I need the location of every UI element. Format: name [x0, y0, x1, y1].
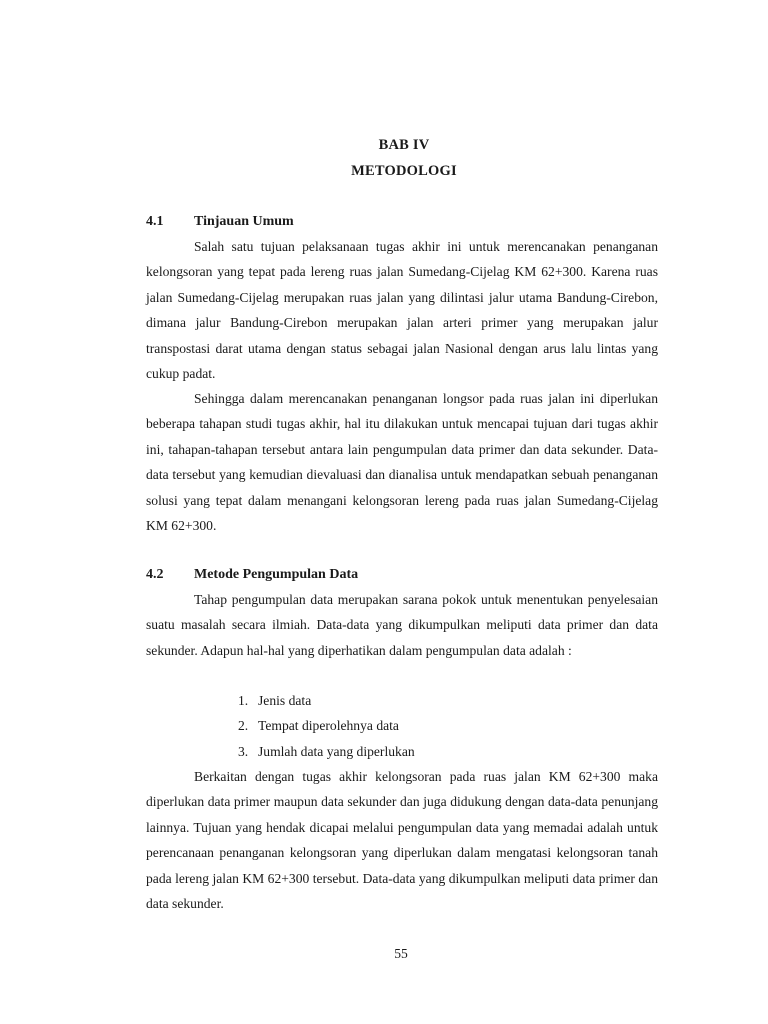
list-item [238, 713, 415, 738]
section-title: Metode Pengumpulan Data [194, 567, 359, 582]
chapter-number: BAB IV [378, 137, 430, 153]
section-number: 4.1 [146, 214, 164, 229]
paragraph: Tahap pengumpulan data merupakan sarana pokok untuk menentukan penyelesaian suatu masalah secara ilmiah. Data-data yang dikumpulkan meliputi data primer dan data sekunder. Adapun hal-hal yang diperhatikan dalam pengumpulan data adalah : [146, 592, 658, 658]
numbered-list [238, 688, 415, 764]
paragraph: Berkaitan dengan tugas akhir kelongsoran pada ruas jalan KM 62+300 maka diperlukan data primer maupun data sekunder dan juga didukung dengan data-data penunjang lainnya. Tujuan yang hendak dicapai melalui pengumpulan data yang memadai adalah untuk perencanaan penanganan kelongsoran yang diperlukan dalam mengatasi kelongsoran tanah pada lereng jalan KM 62+300 tersebut. Data-data yang dikumpulkan meliputi data primer dan data sekunder. [146, 769, 658, 912]
section-heading-4-1 [146, 214, 294, 230]
section-heading-4-2 [146, 567, 358, 583]
paragraph: Salah satu tujuan pelaksanaan tugas akhir ini untuk merencanakan penanganan kelongsoran yang tepat pada lereng ruas jalan Sumedang-Cijelag KM 62+300. Karena ruas jalan Sumedang-Cijelag merupakan ruas jalan yang dilintasi jalur utama Bandung-Cirebon, dimana jalur Bandung-Cirebon merupakan jalan arteri primer yang merupakan jalur transpostasi darat utama dengan status sebagai jalan Nasional dengan arus lalu lintas yang cukup padat. [146, 239, 658, 382]
list-text: Tempat diperolehnya data [258, 718, 399, 734]
page-number: 55 [394, 946, 408, 961]
list-item [238, 688, 415, 713]
list-index: 3. [238, 743, 249, 759]
list-index: 1. [238, 693, 249, 708]
paragraph: Sehingga dalam merencanakan penanganan longsor pada ruas jalan ini diperlukan beberapa tahapan studi tugas akhir, hal itu dilakukan untuk mencapai tujuan dari tugas akhir ini, tahapan-tahapan tersebut antara lain pengumpulan data primer dan data sekunder. Data-data tersebut yang kemudian dievaluasi dan dianalisa untuk mendapatkan sebuah penanganan solusi yang tepat dalam menangani kelongsoran lereng pada ruas jalan Sumedang-Cijelag KM 62+300. [146, 391, 658, 534]
list-text: Jumlah data yang diperlukan [258, 743, 415, 759]
list-item [238, 739, 415, 764]
section-number: 4.2 [146, 567, 164, 582]
list-index: 2. [238, 718, 249, 734]
list-text: Jenis data [258, 693, 312, 708]
chapter-title: METODOLOGI [351, 163, 457, 179]
section-title: Tinjauan Umum [194, 214, 294, 229]
